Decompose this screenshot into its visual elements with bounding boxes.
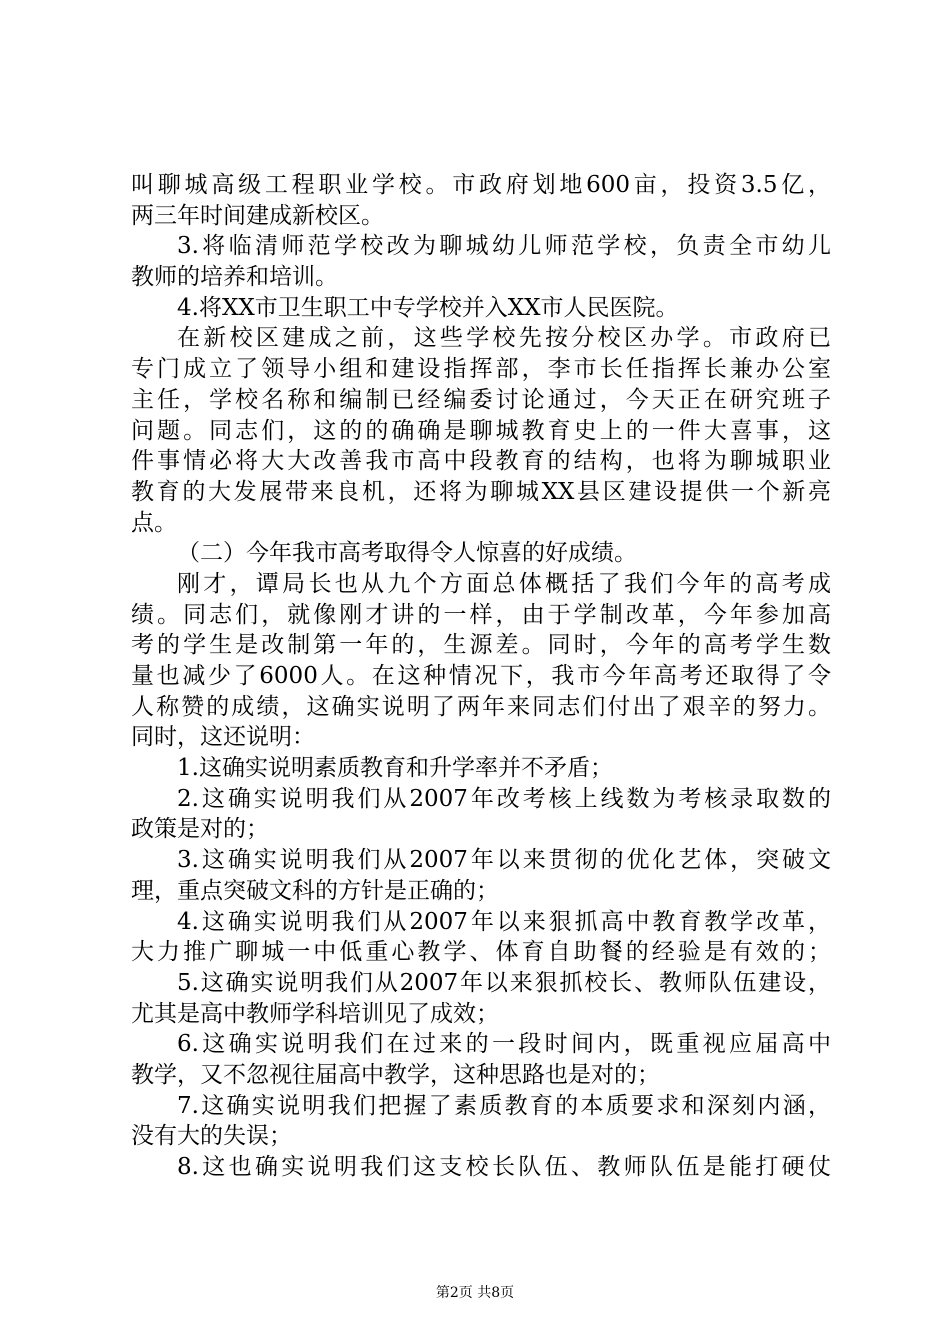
- text-line: 没有大的失误；: [131, 1123, 292, 1150]
- text-line: 点。: [131, 509, 177, 536]
- text-line: 考的学生是改制第一年的，生源差。同时，今年的高考学生数: [131, 632, 831, 659]
- text-line: 教师的培养和培训。: [131, 264, 338, 291]
- page-footer: 第2页 共8页: [435, 1285, 515, 1301]
- text-line: 6.这确实说明我们在过来的一段时间内，既重视应届高中: [177, 1031, 831, 1058]
- text-line: 绩。同志们，就像刚才讲的一样，由于学制改革，今年参加高: [131, 601, 831, 628]
- text-line: 7.这确实说明我们把握了素质教育的本质要求和深刻内涵，: [177, 1092, 831, 1119]
- text-line: 政策是对的；: [131, 816, 269, 843]
- text-line: 在新校区建成之前，这些学校先按分校区办学。市政府已: [177, 325, 831, 352]
- text-line: 刚才，谭局长也从九个方面总体概括了我们今年的高考成: [177, 570, 831, 597]
- text-line: 叫聊城高级工程职业学校。市政府划地600亩，投资3.5亿，: [131, 172, 831, 198]
- text-line: 同时，这还说明：: [131, 724, 315, 751]
- text-line: 8.这也确实说明我们这支校长队伍、教师队伍是能打硬仗: [177, 1154, 831, 1180]
- text-line: 量也减少了6000人。在这种情况下，我市今年高考还取得了令: [131, 663, 831, 689]
- text-line: 3.将临清师范学校改为聊城幼儿师范学校，负责全市幼儿: [177, 233, 831, 260]
- text-line: 人称赞的成绩，这确实说明了两年来同志们付出了艰辛的努力。: [131, 693, 831, 720]
- text-line: 5.这确实说明我们从2007年以来狠抓校长、教师队伍建设，: [177, 969, 831, 996]
- text-line: 4.这确实说明我们从2007年以来狠抓高中教育教学改革，: [177, 908, 831, 935]
- text-line: 两三年时间建成新校区。: [131, 202, 384, 229]
- text-line: 问题。同志们，这的的确确是聊城教育史上的一件大喜事，这: [131, 417, 831, 444]
- text-line: 专门成立了领导小组和建设指挥部，李市长任指挥长兼办公室: [131, 356, 831, 383]
- text-line: 大力推广聊城一中低重心教学、体育自助餐的经验是有效的；: [131, 939, 831, 966]
- text-line: 教学，又不忽视往届高中教学，这种思路也是对的；: [131, 1061, 660, 1088]
- text-line: 2.这确实说明我们从2007年改考核上线数为考核录取数的: [177, 785, 831, 812]
- text-line: 4.将XX市卫生职工中专学校并入XX市人民医院。: [177, 294, 679, 321]
- text-line: 尤其是高中教师学科培训见了成效；: [131, 1000, 499, 1027]
- text-line: 理，重点突破文科的方针是正确的；: [131, 877, 499, 904]
- text-line: 件事情必将大大改善我市高中段教育的结构，也将为聊城职业: [131, 448, 831, 475]
- text-line: （二）今年我市高考取得令人惊喜的好成绩。: [177, 540, 637, 567]
- text-line: 3.这确实说明我们从2007年以来贯彻的优化艺体，突破文: [177, 847, 831, 874]
- text-line: 教育的大发展带来良机，还将为聊城XX县区建设提供一个新亮: [131, 478, 831, 505]
- text-line: 1.这确实说明素质教育和升学率并不矛盾；: [177, 755, 613, 782]
- document-body: [131, 170, 831, 1183]
- text-line: 主任，学校名称和编制已经编委讨论通过，今天正在研究班子: [131, 386, 831, 413]
